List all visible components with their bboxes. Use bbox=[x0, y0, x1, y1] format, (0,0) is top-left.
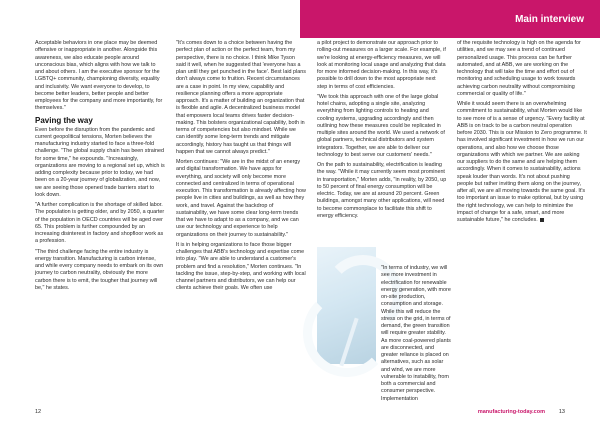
paragraph bbox=[457, 101, 587, 224]
page-number-left: 12 bbox=[35, 409, 42, 415]
page-footer bbox=[35, 409, 565, 417]
paragraph: "The third challenge facing the entire industry is energy transition. Manufacturing is carbon intense, and while every company needs to embark on its own journey to carbon neutrality, obviously the more carbon there is to emit, the tougher that journey will be," he states. bbox=[35, 248, 164, 291]
paragraph: Even before the disruption from the pandemic and current geopolitical tensions, Morten believes the manufacturing industry started to face a three-fold challenge. "The global supply chain has been strained for some time," he expounds. "Increasingly, organizations are moving to a regional set up, which is adding complexity because prior to today, we had been on a 20-year journey of globalization, and now, we are seeing those opened trade barriers start to look down. bbox=[35, 126, 165, 198]
article-column-1 bbox=[35, 40, 165, 295]
page-number-right: 13 bbox=[558, 409, 565, 415]
paragraph-text: While it would seem there is an overwhelming commitment to sustainability, what Morten would like to see more of is a sense of urgency. "Every facility at ABB is on track to be a carbon neutral operation before 2030. This is our Mission to Zero programme. It has involved significant investment in how we run our operations, and also how we choose those organizations with which we partner. We are asking our suppliers to do the same and are helping them accordingly. When it comes to sustainability, actions speak louder than words. It's not about pushing people but rather inviting them along on the journey, after all, we are all moving towards the same goal. It's too important an issue to make optional, but by using the right technology, we can help to minimize the impact of change for a safe, smart, and more sustainable future," he concludes. bbox=[457, 101, 587, 223]
section-banner bbox=[300, 0, 600, 38]
article-column-4 bbox=[457, 40, 587, 227]
paragraph: "A further complication is the shortage of skilled labor. The population is getting older, and by 2050, a quarter of the population in OECD countries will be aged over 65. This problem is further compounded by an increasing disinterest in factory and shopfloor work as a profession. bbox=[35, 202, 165, 245]
paragraph: On the path to sustainability, electrification is leading the way. "While it may currently seem most prominent in transportation," Morten adds, "in reality, by 2050, up to 50 percent of final energy consumption will be electric. Today, we are at around 20 percent. Green buildings, amongst many other applications, will need to become commonplace to facilitate this shift to energy efficiency. bbox=[317, 162, 447, 219]
subheading: Paving the way bbox=[35, 115, 93, 125]
paragraph: "We took this approach with one of the large global hotel chains, adopting a single site, analyzing everything from lighting controls to heating and cooling systems, upgrading accordingly and then outlining how these measures could be replicated in multiple sites around the world. We used a network of global partners, technical distributors and system integrators. Together, we are able to deliver our technology to best serve our customers' needs." bbox=[317, 93, 445, 158]
section-label: Main interview bbox=[515, 14, 584, 25]
article-column-2 bbox=[176, 40, 306, 296]
wind-turbine-photo bbox=[317, 247, 376, 364]
paragraph: "In terms of industry, we will see more investment in electrification for renewable energy generation, with more on-site production, consumption and storage. While this will reduce the stress on the grid, in terms of demand, the green transition will require greater stability. As more coal-powered plants are disconnected, and greater reliance is placed on alternatives, such as solar and wind, we are more vulnerable to instability, from both a commercial and consumer perspective. Implementation bbox=[381, 265, 451, 402]
paragraph: It is in helping organizations to face those bigger challenges that ABB's technology and expertise come into play. "We are able to understand a customer's problem and find a resolution," Morten continues. "In tackling the issue, step-by-step, and working with local channel partners and distributors, we can help our clients achieve their goals. We often use bbox=[176, 241, 306, 292]
paragraph: "It's comes down to a choice between having the perfect plan of action or the perfect team, from my perspective, there is no choice. I think Mike Tyson said it well, when he suggested that 'everyone has a plan until they get punched in the face'. Best laid plans don't always come to fruition. Recent circumstances are a case in point. In my view, capability and resilience planning offers a more appropriate approach. It's a matter of building an organization that is flexible and agile. A decentralized business model that empowers local teams drives faster decision-making. This bolsters organizational capability, both in terms of competencies but also mindset. While we can identify some long-term trends and mitigate accordingly, history has taught us that things will happen that we cannot always predict." bbox=[176, 40, 306, 155]
end-mark-icon bbox=[540, 218, 544, 222]
website-label: manufacturing-today.com bbox=[477, 409, 545, 415]
paragraph: of the requisite technology is high on the agenda for utilities, and we may see a trend of continued personalized usage. This process can be further automated, and at ABB, we are working on the technology that will take the time and effort out of monitoring and scheduling usage to work towards achieving carbon neutrality without compromising commercial or quality of life." bbox=[457, 40, 581, 97]
article-column-3-continued bbox=[381, 265, 451, 403]
paragraph: Morten continues: "We are in the midst of an energy and digital transformation. We have apps for everything, and society will only become more connected and centralized in terms of operational execution. This transformation is already affecting how people live in cities and buildings, as well as how they work, and travel. Against the backdrop of sustainability, we have some clear long-term trends that we have to adapt to as a company, and we can use our technology and experience to help organizations on their journey to sustainability." bbox=[176, 159, 306, 238]
turbine-blade-shape bbox=[303, 289, 391, 377]
article-column-3 bbox=[317, 40, 447, 223]
paragraph: a pilot project to demonstrate our approach prior to rolling-out measures on a larger scale. For example, if we're looking at energy-efficiency measures, we will look at monitoring local usage and analyzing that data for more informed decision-making. In this way, it's possible to drill down to the most appropriate next step in terms of cost efficiencies. bbox=[317, 40, 446, 90]
paragraph: Acceptable behaviors in one place may be deemed offensive or inappropriate in another. Alongside this awareness, we also educate people around unconscious bias, which aligns with how we talk to and about others. I am the executive sponsor for the LGBTQ+ community, championing diversity, equality and inclusivity. We want everyone to develop, to become better leaders, better people and better employees for the company and more importantly, for themselves." bbox=[35, 40, 163, 112]
